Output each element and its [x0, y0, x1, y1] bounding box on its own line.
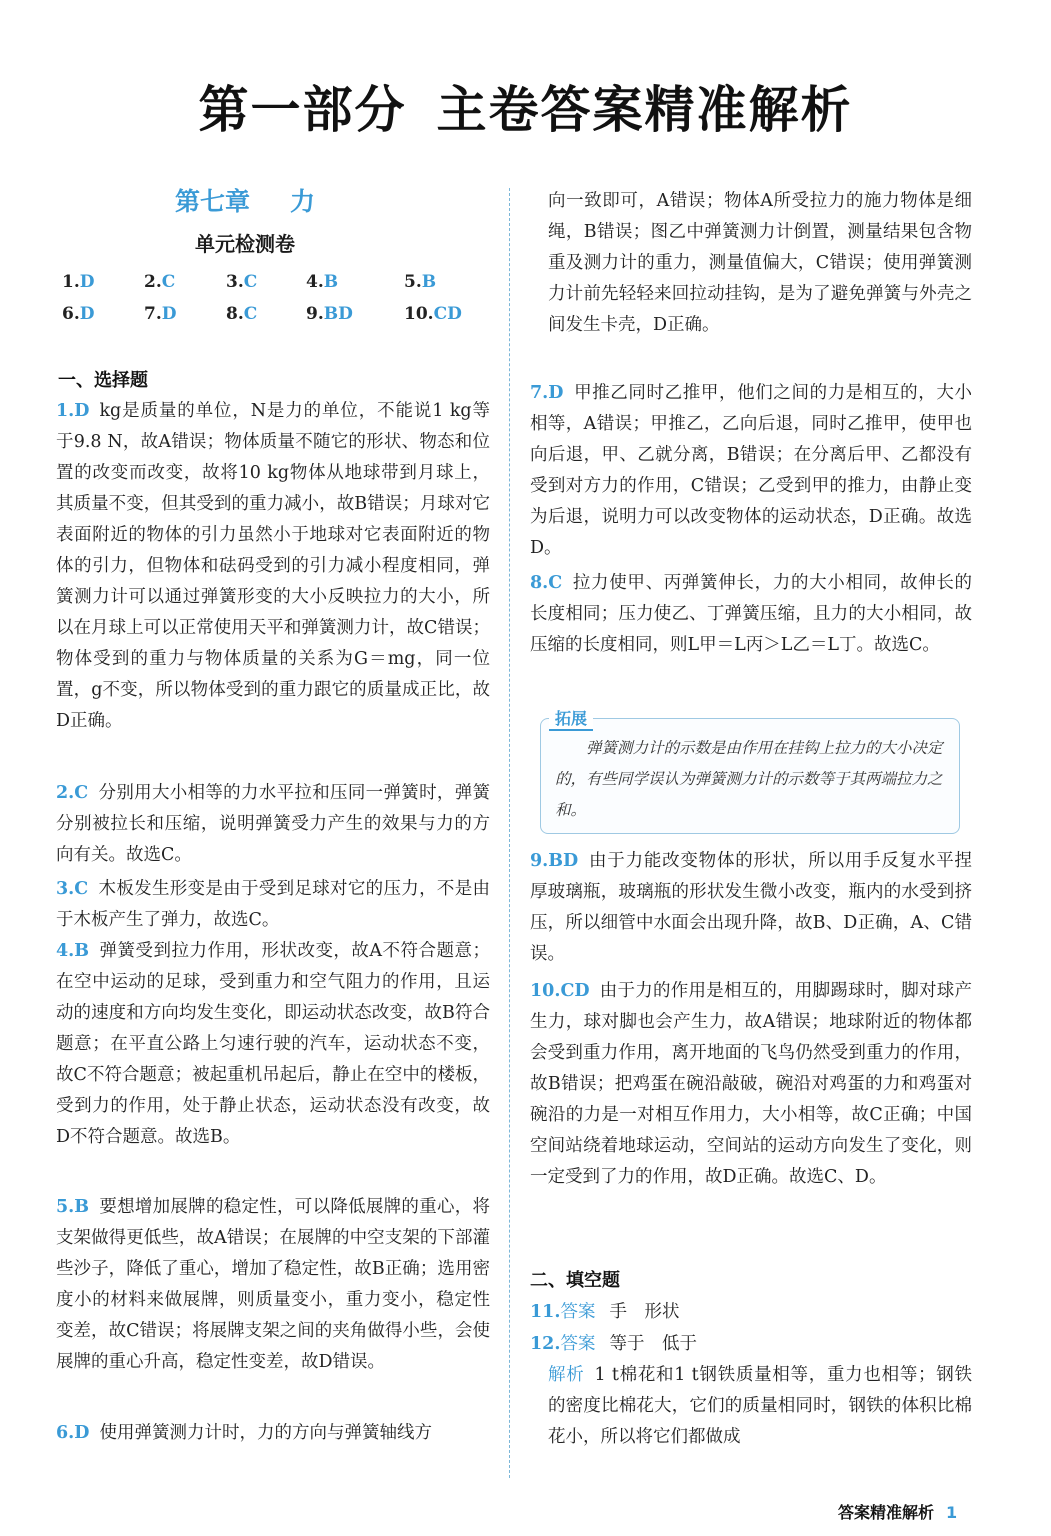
- answer-item: 7.D: [144, 304, 177, 324]
- section-heading-choice: 一、选择题: [58, 370, 148, 391]
- section-heading-fill: 二、填空题: [530, 1270, 620, 1291]
- extension-tag: 拓展: [549, 706, 593, 731]
- explanation-q6-start: 6.D 使用弹簧测力计时，力的方向与弹簧轴线方: [56, 1423, 432, 1443]
- chapter-heading: 第七章 力: [174, 187, 316, 216]
- explanation-q4: 4.B 弹簧受到拉力作用，形状改变，故A不符合题意；在空中运动的足球，受到重力和空气阻力的作用，且运动的速度和方向均发生变化，即运动状态改变，故B符合题意；在平直公路上匀速行驶的汽车，运动状态不变，故C不符合题意；被起重机吊起后，静止在空中的楼板，受到力的作用，处于静止状态，运动状态没有改变，故D不符合题意。故选B。: [56, 941, 490, 1147]
- page-footer: 答案精准解析 1: [838, 1503, 958, 1522]
- answer-item: 6.D: [62, 304, 95, 324]
- answer-item: 8.C: [226, 304, 258, 324]
- explanation-q1: 1.D kg是质量的单位，N是力的单位，不能说1 kg等于9.8 N，故A错误；物体质量不随它的形状、物态和位置的改变而改变，故将10 kg物体从地球带到月球上，其质量不变，但其受到的重力减小，故B错误；月球对它表面附近的物体的引力虽然小于地球对它表面附近的物体的引力，但物体和砝码受到的引力减小程度相同，弹簧测力计可以通过弹簧形变的大小反映拉力的大小，所以在月球上可以正常使用天平和弹簧测力计，故C错误；物体受到的重力与物体质量的关系为G＝mg，同一位置，g不变，所以物体受到的重力跟它的质量成正比，故D正确。: [56, 401, 490, 731]
- answer-item: 1.D: [62, 272, 95, 292]
- answer-item: 9.BD: [306, 304, 353, 324]
- answer-q11: 11.答案 手 形状: [530, 1302, 680, 1322]
- answer-item: 5.B: [404, 272, 437, 292]
- page-number: 1: [946, 1503, 958, 1522]
- explanation-q10: 10.CD 由于力的作用是相互的，用脚踢球时，脚对球产生力，球对脚也会产生力，故A错误；地球附近的物体都会受到重力作用，离开地面的飞鸟仍然受到重力的作用，故B错误；把鸡蛋在碗沿敲破，碗沿对鸡蛋的力和鸡蛋对碗沿的力是一对相互作用力，大小相等，故C正确；中国空间站绕着地球运动，空间站的运动方向发生了变化，则一定受到了力的作用，故D正确。故选C、D。: [530, 981, 972, 1187]
- explanation-q3: 3.C 木板发生形变是由于受到足球对它的压力，不是由于木板产生了弹力，故选C。: [56, 879, 490, 930]
- answer-item: 3.C: [226, 272, 258, 292]
- explanation-q12: 解析 1 t棉花和1 t钢铁质量相等，重力也相等；钢铁的密度比棉花大，它们的质量相同时，钢铁的体积比棉花小，所以将它们都做成: [548, 1365, 972, 1447]
- explanation-q7: 7.D 甲推乙同时乙推甲，他们之间的力是相互的，大小相等，A错误；甲推乙，乙向后退，同时乙推甲，使甲也向后退，甲、乙就分离，B错误；在分离后甲、乙都没有受到对方力的作用，C错误；乙受到甲的推力，由静止变为后退，说明力可以改变物体的运动状态，D正确。故选D。: [530, 383, 972, 558]
- section-subtitle: 单元检测卷: [195, 232, 295, 256]
- answer-item: 10.CD: [404, 304, 462, 324]
- explanation-q6-continued: 向一致即可，A错误；物体A所受拉力的施力物体是细绳，B错误；图乙中弹簧测力计倒置，测量结果包含物重及测力计的重力，测量值偏大，C错误；使用弹簧测力计前先轻轻来回拉动挂钩，是为了避免弹簧与外壳之间发生卡壳，D正确。: [548, 191, 972, 335]
- column-divider: [509, 188, 510, 1478]
- page-title: 第一部分 主卷答案精准解析: [198, 81, 853, 139]
- extension-text: 弹簧测力计的示数是由作用在挂钩上拉力的大小决定的，有些同学误认为弹簧测力计的示数等于其两端拉力之和。: [555, 739, 943, 819]
- answer-row: [62, 304, 492, 336]
- answer-q12: 12.答案 等于 低于: [530, 1334, 697, 1354]
- answer-key: [62, 272, 492, 336]
- answer-row: [62, 272, 492, 304]
- explanation-q9: 9.BD 由于力能改变物体的形状，所以用手反复水平捏厚玻璃瓶，玻璃瓶的形状发生微小改变，瓶内的水受到挤压，所以细管中水面会出现升降，故B、D正确，A、C错误。: [530, 851, 972, 964]
- answer-item: 2.C: [144, 272, 176, 292]
- answer-item: 4.B: [306, 272, 339, 292]
- explanation-q8: 8.C 拉力使甲、丙弹簧伸长，力的大小相同，故伸长的长度相同；压力使乙、丁弹簧压缩，且力的大小相同，故压缩的长度相同，则L甲＝L丙＞L乙＝L丁。故选C。: [530, 573, 972, 655]
- explanation-q2: 2.C 分别用大小相等的力水平拉和压同一弹簧时，弹簧分别被拉长和压缩，说明弹簧受力产生的效果与力的方向有关。故选C。: [56, 783, 490, 865]
- extension-note-box: [540, 709, 960, 834]
- explanation-q5: 5.B 要想增加展牌的稳定性，可以降低展牌的重心，将支架做得更低些，故A错误；在展牌的中空支架的下部灌些沙子，降低了重心，增加了稳定性，故B正确；选用密度小的材料来做展牌，则质量变小，重力变小，稳定性变差，故C错误；将展牌支架之间的夹角做得小些，会使展牌的重心升高，稳定性变差，故D错误。: [56, 1197, 490, 1372]
